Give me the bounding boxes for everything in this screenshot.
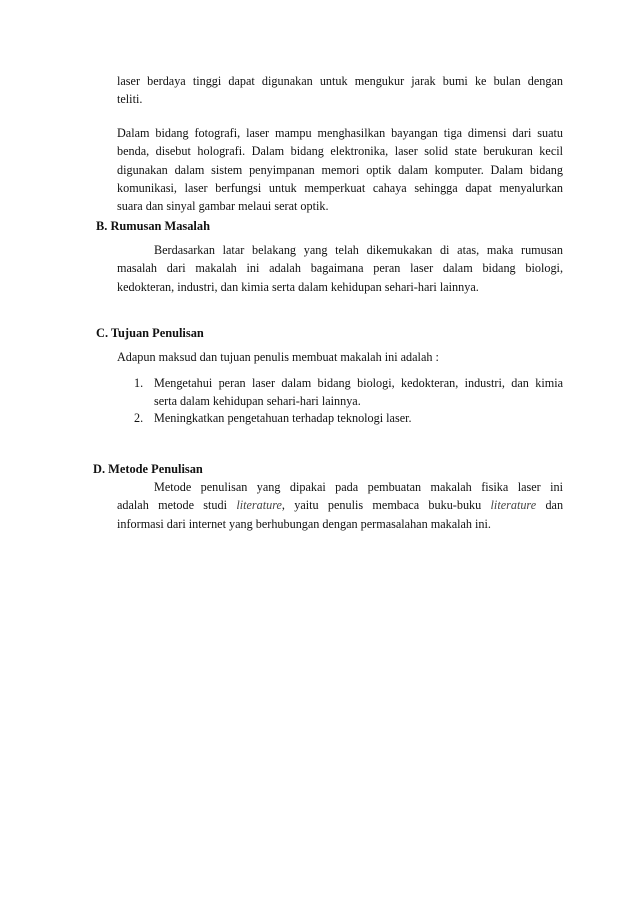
text-line: digunakan dalam sistem penyimpanan memori optik dalam komputer. Dalam bidang [117, 162, 563, 177]
text-line: Dalam bidang fotografi, laser mampu menghasilkan bayangan tiga dimensi dari suatu [117, 126, 563, 140]
section-d-body [117, 478, 563, 533]
text-line: Berdasarkan latar belakang yang telah dikemukakan di atas, maka rumusan [154, 243, 563, 257]
text-line: kedokteran, industri, dan kimia serta dalam kehidupan sehari-hari lainnya. [117, 279, 479, 294]
text-line: Mengetahui peran laser dalam bidang biologi, kedokteran, industri, dan kimia [154, 376, 563, 390]
section-b-body [117, 241, 563, 296]
list-item [154, 374, 563, 411]
text-line: Meningkatkan pengetahuan terhadap teknologi laser. [154, 411, 412, 425]
text-run: adalah [117, 498, 149, 513]
text-line: serta dalam kehidupan sehari-hari lainnya. [154, 394, 361, 409]
text-line: informasi dari internet yang berhubungan dengan permasalahan makalah ini. [117, 516, 491, 531]
text-line: benda, disebut holografi. Dalam bidang elektronika, laser solid state berukuran kecil [117, 144, 563, 159]
text-run: metode studi [158, 498, 227, 513]
italic-term: literature [490, 498, 537, 513]
section-c-intro: Adapun maksud dan tujuan penulis membuat makalah ini adalah : [117, 350, 439, 364]
text-line: komunikasi, laser berfungsi untuk memperkuat cahaya sehingga dapat menyalurkan [117, 180, 563, 195]
intro-paragraph-1 [117, 72, 563, 109]
text-line: laser berdaya tinggi dapat digunakan untuk mengukur jarak bumi ke bulan dengan [117, 74, 563, 88]
text-line: Metode penulisan yang dipakai pada pembuatan makalah fisika laser ini [154, 480, 563, 494]
text-line [117, 496, 563, 514]
text-run: , yaitu penulis membaca buku-buku [281, 498, 482, 513]
text-line: masalah dari makalah ini adalah bagaimana peran laser dalam bidang biologi, [117, 261, 563, 276]
list-item [154, 409, 563, 427]
section-b-heading: B. Rumusan Masalah [96, 219, 210, 233]
intro-paragraph-2 [117, 124, 563, 215]
italic-term: literature [236, 498, 282, 513]
text-run: dan [545, 498, 564, 513]
section-d-heading: D. Metode Penulisan [93, 462, 203, 476]
text-line: suara dan sinyal gambar melaui serat optik. [117, 199, 329, 214]
list-number: 1. [134, 376, 144, 390]
list-number: 2. [134, 411, 144, 425]
section-c-heading: C. Tujuan Penulisan [96, 326, 204, 340]
text-line: teliti. [117, 92, 143, 107]
